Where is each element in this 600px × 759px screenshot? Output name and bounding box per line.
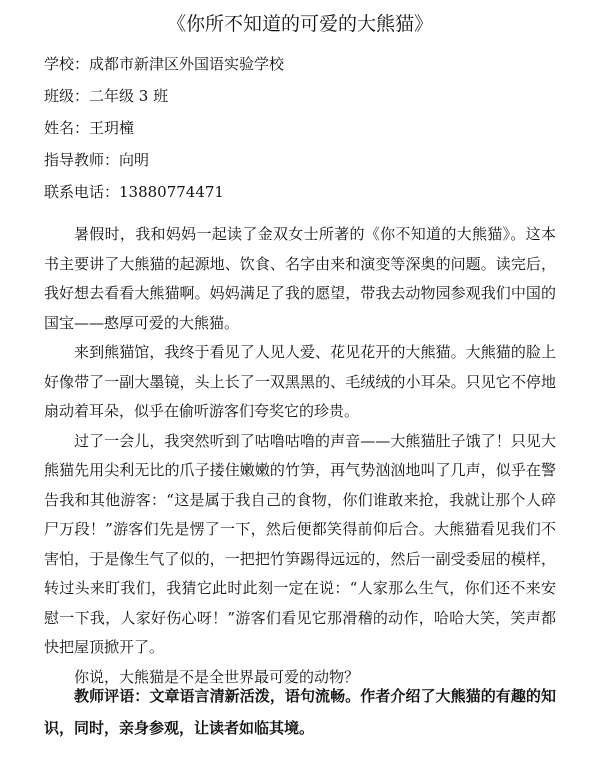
paragraph: 过了一会儿，我突然听到了咕噜咕噜的声音——大熊猫肚子饿了！只见大熊猫先用尖利无比的爪子搂住嫩嫩的竹笋，再气势汹汹地叫了几声，似乎在警告我和其他游客：“这是属于我自己的食物，你们谁敢来抢，我就让那个人碎尸万段！”游客们先是愣了一下，然后便都笑得前仰后合。大熊猫看见我们不害怕，于是像生气了似的，一把把竹笋踢得远远的，然后一副受委屈的模样，转过头来盯我们，我猜它此时此刻一定在说：“人家那么生气，你们还不来安慰一下我，人家好伤心呀！”游客们看见它那滑稽的动作，哈哈大笑，笑声都快把屋顶掀开了。 [44,431,556,656]
school-line: 学校：成都市新津区外国语实验学校 [44,55,285,73]
paragraph: 你说，大熊猫是不是全世界最可爱的动物？ [74,667,360,686]
name-line: 姓名：王玥橦 [44,119,135,137]
phone-line: 联系电话：13880774471 [44,183,224,201]
teacher-line: 指导教师：向明 [44,151,150,169]
essay-title: 《你所不知道的可爱的大熊猫》 [166,13,433,35]
teacher-comment: 教师评语：文章语言清新活泼，语句流畅。作者介绍了大熊猫的有趣的知识，同时，亲身参观，让读者如临其境。 [44,687,556,737]
author-info [44,48,284,208]
paragraph: 来到熊猫馆，我终于看见了人见人爱、花见花开的大熊猫。大熊猫的脸上好像带了一副大墨镜，头上长了一双黑黑的、毛绒绒的小耳朵。只见它不停地扇动着耳朵，似乎在偷听游客们夸奖它的珍贵。 [44,343,556,420]
essay-body [44,220,556,692]
paragraph: 暑假时，我和妈妈一起读了金双女士所著的《你不知道的大熊猫》。这本书主要讲了大熊猫的起源地、饮食、名字由来和演变等深奥的问题。读完后，我好想去看看大熊猫啊。妈妈满足了我的愿望，带我去动物园参观我们中国的国宝——憨厚可爱的大熊猫。 [44,225,556,332]
class-line: 班级：二年级 3 班 [44,87,169,105]
